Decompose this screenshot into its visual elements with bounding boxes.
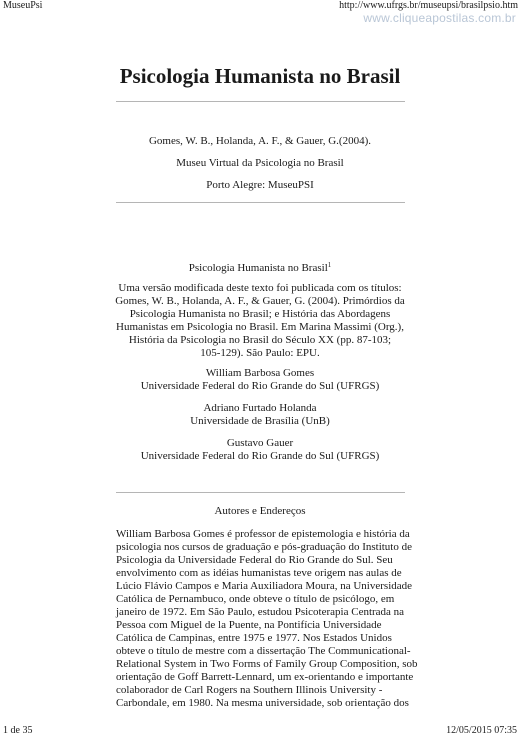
print-header-url: http://www.ufrgs.br/museupsi/brasilpsio.htm [339, 0, 518, 11]
footnote-link[interactable]: 1 [327, 261, 332, 269]
bio-line: Carbondale, em 1980. Na mesma universidade, sob orientação dos [116, 697, 409, 709]
print-footer-timestamp: 12/05/2015 07:35 [446, 725, 517, 736]
bio-line: janeiro de 1972. Em São Paulo, estudou Psicoterapia Centrada na [116, 606, 405, 618]
bio-line: obteve o título de mestre com a dissertação The Communicational- [116, 645, 411, 657]
article-heading [80, 262, 440, 275]
author-bio-paragraph [116, 528, 418, 710]
bio-line: William Barbosa Gomes é professor de epistemologia e história da [116, 528, 410, 540]
citation-authors: Gomes, W. B., Holanda, A. F., & Gauer, G.(2004). [148, 135, 372, 147]
bio-line: orientação de Goff Barrett-Lennard, um ex-orientando e importante [116, 671, 414, 683]
citation-place: Porto Alegre: MuseuPSI [206, 179, 314, 191]
note-line: Uma versão modificada deste texto foi publicada com os títulos: [118, 282, 402, 294]
divider-citation [116, 202, 405, 203]
bio-line: Lúcio Flávio Campos e Maria Auxiliadora Moura, na Universidade [116, 580, 413, 592]
author-institution: Universidade de Brasília (UnB) [190, 415, 330, 427]
author-name: William Barbosa Gomes [205, 367, 315, 379]
author-name: Adriano Furtado Holanda [203, 402, 317, 414]
author-institution: Universidade Federal do Rio Grande do Sul (UFRGS) [140, 380, 380, 392]
bio-line: psicologia nos cursos de graduação e pós-graduação do Instituto de [116, 541, 412, 553]
author-block [90, 437, 430, 463]
citation-publisher: Museu Virtual da Psicologia no Brasil [176, 157, 344, 169]
author-block [90, 402, 430, 428]
bio-line: Relational System in Two Forms of Family Group Composition, sob [116, 658, 418, 670]
print-footer-page-count: 1 de 35 [3, 725, 33, 736]
note-line: Psicologia Humanista no Brasil; e História das Abordagens [129, 308, 391, 320]
author-block [90, 367, 430, 393]
bio-line: Pessoa com Miguel de la Puente, na Pontifícia Universidade [116, 619, 382, 631]
author-institution: Universidade Federal do Rio Grande do Sul (UFRGS) [140, 450, 380, 462]
bio-line: Católica de Pernambuco, onde obteve o título de psicólogo, em [116, 593, 395, 605]
note-line: História da Psicologia no Brasil do Século XX (pp. 87-103; [128, 334, 392, 346]
section-heading: Autores e Endereços [214, 505, 306, 517]
publication-note [90, 282, 430, 360]
page-title: Psicologia Humanista no Brasil [119, 64, 401, 88]
divider-section [116, 492, 405, 493]
bio-line: Católica de Campinas, entre 1975 e 1977. Nos Estados Unidos [116, 632, 392, 644]
bio-line: envolvimento com as idéias humanistas teve origem nas aulas de [116, 567, 402, 579]
bio-line: colaborador de Carl Rogers na Southern Illinois University - [116, 684, 383, 696]
watermark: www.cliqueapostilas.com.br [363, 11, 516, 25]
note-line: Humanistas em Psicologia no Brasil. Em Marina Massimi (Org.), [116, 321, 404, 333]
author-name: Gustavo Gauer [226, 437, 294, 449]
article-heading-text: Psicologia Humanista no Brasil [188, 262, 328, 274]
divider-top [116, 101, 405, 102]
note-line: Gomes, W. B., Holanda, A. F., & Gauer, G. (2004). Primórdios da [115, 295, 405, 307]
print-header-site-name: MuseuPsi [3, 0, 43, 11]
bio-line: Psicologia da Universidade Federal do Rio Grande do Sul. Seu [116, 554, 393, 566]
note-line: 105-129). São Paulo: EPU. [200, 347, 320, 359]
